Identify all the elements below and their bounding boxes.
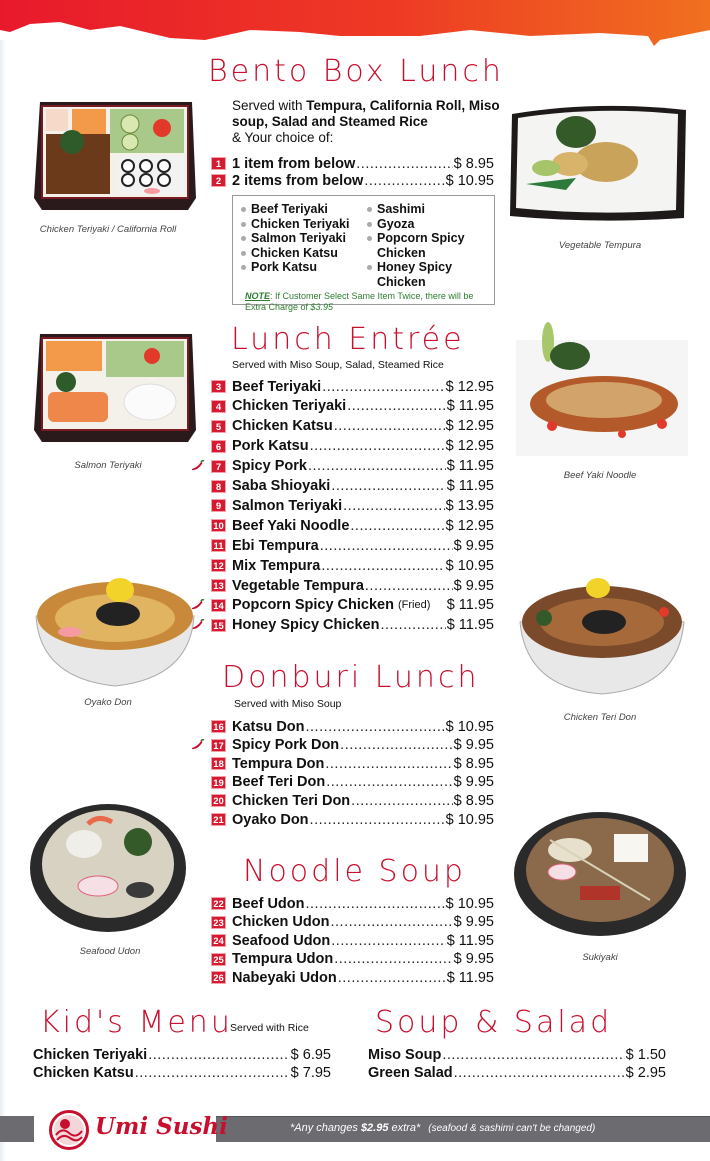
menu-item (211, 556, 494, 575)
item-number-badge: 24 (211, 934, 226, 947)
item-number-badge: 12 (211, 559, 226, 572)
leader-dots (365, 578, 453, 594)
salmon-teriyaki-photo (32, 330, 198, 448)
leader-dots (308, 458, 446, 474)
leader-dots (442, 1047, 624, 1063)
oyako-don-photo (30, 568, 200, 690)
item-number-badge: 3 (211, 380, 226, 393)
menu-item (33, 1064, 331, 1083)
item-price: $ 6.95 (290, 1046, 331, 1063)
noodle-title: Noodle Soup (243, 854, 466, 889)
item-price: $ 12.95 (445, 378, 494, 395)
item-name: Spicy Pork (232, 458, 307, 475)
intro-included-items: Tempura, California Roll, Miso soup, Salad and Steamed Rice (232, 98, 500, 129)
item-price: $ 9.95 (453, 577, 494, 594)
item-number-badge: 2 (211, 174, 226, 187)
leader-dots (364, 173, 444, 189)
item-name: 2 items from below (232, 172, 364, 189)
note-text: : If Customer Select Same Item Twice, there will be Extra Charge of (245, 291, 474, 312)
item-name: Nabeyaki Udon (232, 969, 337, 986)
choice-item: Gyoza (365, 217, 485, 232)
donburi-subtitle: Served with Miso Soup (234, 698, 342, 710)
menu-item (211, 457, 494, 476)
menu-item (211, 736, 494, 755)
header-brush-stroke (0, 0, 710, 48)
menu-item (211, 913, 494, 932)
item-name: Tempura Don (232, 755, 325, 772)
leader-dots (454, 1065, 625, 1081)
item-price: $ 2.95 (625, 1065, 666, 1081)
item-name: Chicken Katsu (33, 1065, 134, 1081)
item-number-badge: 1 (211, 157, 226, 170)
item-price: $ 11.95 (446, 398, 494, 415)
item-price: $ 11.95 (446, 617, 494, 634)
item-number-badge: 7 (211, 460, 226, 473)
item-price: $ 11.95 (446, 597, 494, 614)
item-number-badge: 23 (211, 916, 226, 929)
item-number-badge: 26 (211, 971, 226, 984)
menu-item (211, 931, 494, 950)
menu-item (211, 754, 494, 773)
item-name: Chicken Teriyaki (232, 398, 347, 415)
menu-item (211, 773, 494, 792)
sukiyaki-photo (510, 800, 690, 940)
item-price: $ 11.95 (446, 932, 494, 949)
wave-emblem-icon (52, 1113, 86, 1147)
chili-pepper-icon (191, 739, 205, 751)
item-number-badge: 6 (211, 440, 226, 453)
beef-yaki-noodle-photo (512, 320, 692, 460)
leader-dots (325, 756, 452, 772)
changes-notice (290, 1122, 595, 1134)
changes-suffix: extra* (388, 1122, 421, 1134)
item-price: $ 8.95 (453, 155, 494, 172)
item-number-badge: 15 (211, 619, 226, 632)
item-number-badge: 22 (211, 897, 226, 910)
menu-item (211, 791, 494, 810)
leader-dots (380, 617, 445, 633)
menu-item (211, 171, 494, 190)
page-edge-shadow (0, 40, 6, 1161)
menu-item (211, 437, 494, 456)
photo-caption: Vegetable Tempura (558, 240, 642, 251)
item-price: $ 11.95 (446, 478, 494, 494)
menu-item (211, 397, 494, 416)
menu-item (211, 968, 494, 987)
photo-caption: Beef Yaki Noodle (563, 470, 637, 481)
leader-dots (326, 774, 452, 790)
changes-amount: $2.95 (360, 1122, 389, 1134)
photo-caption: Salmon Teriyaki (74, 460, 142, 471)
item-number-badge: 25 (211, 953, 226, 966)
choice-item: Popcorn Spicy Chicken (365, 231, 485, 260)
item-number-badge: 5 (211, 420, 226, 433)
menu-item (211, 477, 494, 496)
item-name: Pork Katsu (232, 438, 309, 455)
choice-item: Sashimi (365, 202, 485, 217)
item-name: Salmon Teriyaki (232, 497, 343, 514)
menu-item (211, 810, 494, 829)
note-amount: $3.95 (310, 302, 334, 312)
item-name: 1 item from below (232, 155, 356, 172)
item-number-badge: 16 (211, 720, 226, 733)
item-price: $ 10.95 (445, 895, 494, 912)
item-name: Seafood Udon (232, 932, 331, 949)
leader-dots (331, 478, 445, 494)
photo-caption: Sukiyaki (582, 952, 618, 963)
leader-dots (356, 156, 452, 172)
intro-prefix: Served with (232, 98, 307, 113)
menu-item (211, 576, 494, 595)
leader-dots (340, 737, 453, 753)
item-price: $ 7.95 (290, 1065, 331, 1081)
item-name: Chicken Teriyaki (33, 1046, 148, 1063)
choice-item: Beef Teriyaki (239, 202, 349, 217)
item-name: Chicken Katsu (232, 418, 333, 435)
bento-intro (232, 98, 502, 146)
item-price: $ 12.95 (445, 438, 494, 455)
item-price: $ 11.95 (446, 969, 494, 986)
item-name: Chicken Teri Don (232, 792, 351, 809)
kids-subtitle: Served with Rice (230, 1022, 309, 1034)
item-name: Popcorn Spicy Chicken (232, 597, 394, 614)
entree-title: Lunch Entrée (231, 322, 465, 357)
leader-dots (334, 418, 445, 434)
item-note: (Fried) (397, 599, 431, 612)
item-name: Vegetable Tempura (232, 577, 364, 594)
menu-item (368, 1045, 666, 1064)
item-price: $ 9.95 (453, 737, 494, 754)
item-number-badge: 17 (211, 739, 226, 752)
item-number-badge: 10 (211, 519, 226, 532)
duplicate-item-note (245, 291, 490, 313)
item-price: $ 9.95 (453, 537, 494, 554)
item-number-badge: 13 (211, 579, 226, 592)
item-price: $ 12.95 (445, 517, 494, 534)
item-price: $ 10.95 (445, 718, 494, 735)
photo-caption: Chicken Teri Don (563, 712, 637, 723)
leader-dots (306, 896, 445, 912)
menu-item (211, 894, 494, 913)
bento-choice-box (232, 195, 495, 312)
seafood-udon-photo (28, 794, 188, 934)
item-number-badge: 9 (211, 499, 226, 512)
item-number-badge: 14 (211, 599, 226, 612)
item-number-badge: 4 (211, 400, 226, 413)
item-name: Katsu Don (232, 718, 305, 735)
leader-dots (148, 1047, 289, 1063)
item-price: $ 10.95 (445, 557, 494, 574)
choice-list-left (239, 202, 349, 275)
leader-dots (310, 812, 445, 828)
leader-dots (320, 538, 453, 554)
soup-salad-title: Soup & Salad (375, 1005, 613, 1040)
leader-dots (310, 438, 445, 454)
umi-sushi-logo-icon (49, 1110, 89, 1150)
item-number-badge: 21 (211, 813, 226, 826)
item-price: $ 8.95 (453, 792, 494, 809)
item-price: $ 9.95 (453, 914, 494, 931)
item-number-badge: 18 (211, 757, 226, 770)
item-name: Miso Soup (368, 1046, 442, 1063)
bento-title: Bento Box Lunch (208, 54, 504, 89)
brand-name: Umi Sushi (95, 1113, 228, 1140)
leader-dots (338, 970, 446, 986)
choice-item: Chicken Teriyaki (239, 217, 349, 232)
item-price: $ 9.95 (453, 951, 494, 968)
choice-item: Salmon Teriyaki (239, 231, 349, 246)
menu-item (211, 516, 494, 535)
leader-dots (330, 914, 452, 930)
photo-caption: Chicken Teriyaki / California Roll (39, 224, 177, 235)
choice-list-right (365, 202, 485, 289)
choice-item: Chicken Katsu (239, 246, 349, 261)
choice-item: Pork Katsu (239, 260, 349, 275)
leader-dots (321, 558, 444, 574)
entree-subtitle: Served with Miso Soup, Salad, Steamed Rice (232, 359, 444, 371)
item-name: Green Salad (368, 1065, 453, 1081)
menu-item (211, 950, 494, 969)
menu-item (211, 417, 494, 436)
vegetable-tempura-photo (506, 98, 692, 224)
leader-dots (343, 498, 444, 514)
menu-item (211, 377, 494, 396)
item-number-badge: 8 (211, 480, 226, 493)
choice-item: Honey Spicy Chicken (365, 260, 485, 289)
menu-item (211, 717, 494, 736)
item-name: Tempura Udon (232, 951, 334, 968)
leader-dots (135, 1065, 290, 1081)
item-name: Spicy Pork Don (232, 737, 340, 754)
menu-item (33, 1045, 331, 1064)
menu-item (211, 536, 494, 555)
item-number-badge: 11 (211, 539, 226, 552)
item-price: $ 11.95 (446, 458, 494, 475)
donburi-title: Donburi Lunch (222, 660, 480, 695)
item-name: Beef Yaki Noodle (232, 517, 350, 534)
menu-item (211, 616, 494, 635)
menu-item (368, 1064, 666, 1083)
leader-dots (350, 518, 444, 534)
item-number-badge: 20 (211, 794, 226, 807)
item-price: $ 12.95 (445, 418, 494, 435)
item-name: Saba Shioyaki (232, 478, 331, 494)
menu-item (211, 496, 494, 515)
leader-dots (334, 951, 452, 967)
item-name: Honey Spicy Chicken (232, 617, 380, 634)
item-name: Beef Udon (232, 895, 305, 912)
item-name: Chicken Udon (232, 914, 330, 931)
kids-title: Kid's Menu (40, 1005, 233, 1040)
item-price: $ 13.95 (445, 497, 494, 514)
chicken-teri-don-photo (514, 572, 690, 696)
leader-dots (331, 933, 445, 949)
note-label: NOTE (245, 291, 271, 301)
item-name: Beef Teriyaki (232, 378, 322, 395)
item-name: Ebi Tempura (232, 537, 319, 554)
item-price: $ 9.95 (453, 774, 494, 791)
leader-dots (351, 793, 453, 809)
photo-caption: Oyako Don (84, 697, 132, 708)
photo-caption: Seafood Udon (79, 946, 141, 957)
changes-exception-note: (seafood & sashimi can't be changed) (428, 1123, 596, 1134)
item-name: Beef Teri Don (232, 774, 326, 791)
item-price: $ 8.95 (453, 755, 494, 772)
intro-suffix: & Your choice of: (232, 130, 334, 145)
item-price: $ 10.95 (445, 811, 494, 828)
footer-bar-left (0, 1116, 34, 1142)
item-number-badge: 19 (211, 776, 226, 789)
leader-dots (306, 719, 445, 735)
item-price: $ 1.50 (625, 1046, 666, 1063)
changes-prefix: *Any changes (290, 1122, 361, 1134)
menu-item (211, 596, 494, 615)
leader-dots (347, 398, 446, 414)
bento-box-photo (32, 98, 198, 216)
item-price: $ 10.95 (445, 172, 494, 189)
item-name: Mix Tempura (232, 557, 321, 574)
item-name: Oyako Don (232, 811, 309, 828)
leader-dots (322, 379, 444, 395)
